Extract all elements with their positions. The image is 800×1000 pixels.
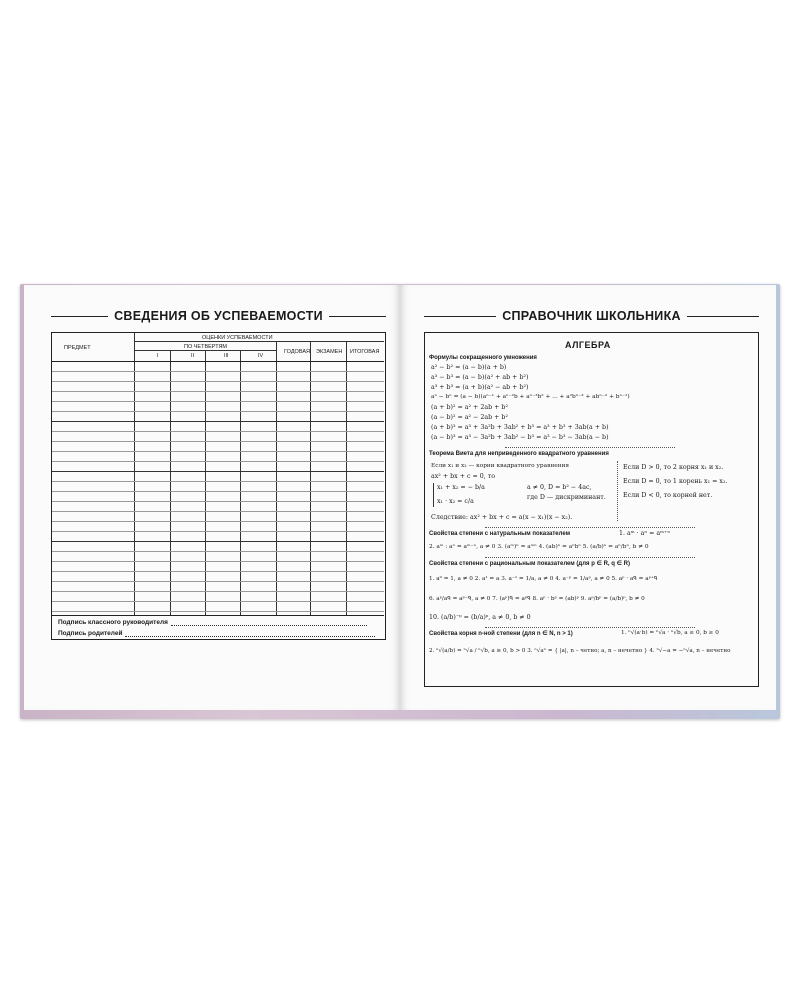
separator [505,447,675,448]
left-title-bar [51,307,386,325]
table-row-line [52,551,384,552]
table-row-line [52,531,384,532]
table-row-line [52,421,384,422]
formula: a³ − b³ = (a − b)(a² + ab + b²) [431,374,529,381]
table-row-line [52,591,384,592]
table-row-line [52,561,384,562]
table-row-line [52,371,384,372]
separator [617,461,618,521]
parent-signature-row [58,630,375,637]
formula: 2. aᵐ : aⁿ = aᵐ⁻ⁿ, a ≠ 0 3. (aᵐ)ⁿ = aᵐⁿ 4. (ab)ⁿ = aⁿbⁿ 5. (a/b)ⁿ = aⁿ/bⁿ, b ≠ 0 [429,544,649,550]
separator [485,627,695,628]
formula: Если D > 0, то 2 корня x₁ и x₂. [623,464,724,471]
formula: где D — дискриминант. [527,494,606,501]
table-row-line [52,501,384,502]
section-heading: АЛГЕБРА [565,340,611,350]
formula: (a + b)³ = a³ + 3a²b + 3ab² + b³ = a³ + b³ + 3ab(a + b) [431,424,609,431]
table-row-line [52,451,384,452]
col-grades-header: ОЦЕНКИ УСПЕВАЕМОСТИ [202,335,273,341]
table-row-line [52,391,384,392]
table-row-line [52,541,384,542]
table-row-line [52,411,384,412]
formula: Следствие: ax² + bx + c = a(x − x₁)(x − x₂). [431,514,573,521]
table-row-line [52,511,384,512]
col-subject-header: ПРЕДМЕТ [64,345,91,351]
formula: (a − b)² = a² − 2ab + b² [431,414,508,421]
table-row-line [52,481,384,482]
table-row-line [52,601,384,602]
grid-line [310,341,311,615]
formula: aⁿ − bⁿ = (a − b)(aⁿ⁻¹ + aⁿ⁻²b + aⁿ⁻³b² + ... + a²bⁿ⁻³ + abⁿ⁻² + bⁿ⁻¹) [431,394,630,400]
formula-heading: Свойства корня n-ной степени (для n ∈ N, n > 1) [429,631,573,637]
table-row-line [52,491,384,492]
table-bottom-line [52,615,384,616]
formula: Если x₁ и x₂ — корни квадратного уравнения [431,463,570,469]
table-row-line [52,611,384,612]
teacher-signature-line[interactable] [171,625,367,626]
formula: x₁ · x₂ = c/a [437,498,474,505]
separator [485,527,695,528]
grid-line [346,341,347,615]
teacher-signature-label: Подпись классного руководителя [58,619,168,626]
parent-signature-line[interactable] [125,636,375,637]
table-row-line [52,401,384,402]
table-row-line [52,471,384,472]
grades-table [51,332,386,640]
formula: ax² + bx + c = 0, то [431,473,496,480]
page-title: СВЕДЕНИЯ ОБ УСПЕВАЕМОСТИ [114,309,323,323]
grid-line [134,333,135,615]
col-final-header: ИТОГОВАЯ [350,349,380,355]
formula: Если D = 0, то 1 корень x₁ = x₂. [623,478,728,485]
formula: 1. a⁰ = 1, a ≠ 0 2. a¹ = a 3. a⁻¹ = 1/a, a ≠ 0 4. a⁻ᵖ = 1/aᵖ, a ≠ 0 5. aᵖ · aᑫ = aᵖ⁺ᑫ [429,576,658,582]
formula: (a − b)³ = a³ − 3a²b + 3ab² − b³ = a³ − b³ − 3ab(a − b) [431,434,609,441]
formula: x₁ + x₂ = − b/a [437,484,485,491]
table-row-line [52,571,384,572]
quarter-2: II [191,353,195,359]
quarter-1: I [157,353,159,359]
formula: a² − b² = (a − b)(a + b) [431,364,507,371]
page-title: СПРАВОЧНИК ШКОЛЬНИКА [502,309,681,323]
table-row-line [52,521,384,522]
formula-heading: Формулы сокращенного умножения [429,355,537,361]
formula-heading: Свойства степени с рациональным показателем (для p ∈ R, q ∈ R) [429,561,630,567]
header-divider [52,361,384,362]
left-page [24,285,400,710]
separator [485,557,695,558]
open-diary [20,284,780,719]
reference-card [424,332,759,687]
quarter-4: IV [258,353,264,359]
formula: 6. aᵖ/aᑫ = aᵖ⁻ᑫ, a ≠ 0 7. (aᵖ)ᑫ = aᵖᑫ 8. aᵖ · bᵖ = (ab)ᵖ 9. aᵖ/bᵖ = (a/b)ᵖ, b ≠ 0 [429,596,645,602]
formula: a ≠ 0, D = b² − 4ac, [527,484,592,491]
formula: Если D < 0, то корней нет. [623,492,713,499]
grid-line [276,341,277,615]
formula: 2. ⁿ√(a/b) = ⁿ√a / ⁿ√b, a ≥ 0, b > 0 3. ⁿ√aⁿ = { |a|, n – четно; a, n – нечетно } 4. ⁿ√−a = −ⁿ√a, n – нечетно [429,648,731,654]
table-row-line [52,431,384,432]
formula: 10. (a/b)⁻ᵖ = (b/a)ᵖ, a ≠ 0, b ≠ 0 [429,614,531,621]
grid-line [134,341,384,342]
formula: 1. ⁿ√(a·b) = ⁿ√a · ⁿ√b, a ≥ 0, b ≥ 0 [621,630,719,636]
formula-heading: Теорема Виета для неприведенного квадратного уравнения [429,451,609,457]
teacher-signature-row [58,619,367,626]
right-page [400,285,776,710]
quarter-3: III [224,353,229,359]
grid-line [240,350,241,615]
table-row-line [52,381,384,382]
parent-signature-label: Подпись родителей [58,630,123,637]
col-exam-header: ЭКЗАМЕН [316,349,343,355]
system-brace [433,483,434,507]
formula: a³ + b³ = (a + b)(a² − ab + b²) [431,384,529,391]
right-title-bar [424,307,759,325]
col-year-header: ГОДОВАЯ [284,349,310,355]
formula-heading: Свойства степени с натуральным показателем [429,531,571,537]
table-row-line [52,441,384,442]
grid-line [134,350,276,351]
grid-line [205,350,206,615]
formula: 1. aᵐ · aⁿ = aᵐ⁺ⁿ [619,530,671,537]
col-quarters-header: ПО ЧЕТВЕРТЯМ [184,344,228,350]
grid-line [170,350,171,615]
table-row-line [52,581,384,582]
formula: (a + b)² = a² + 2ab + b² [431,404,508,411]
table-row-line [52,461,384,462]
